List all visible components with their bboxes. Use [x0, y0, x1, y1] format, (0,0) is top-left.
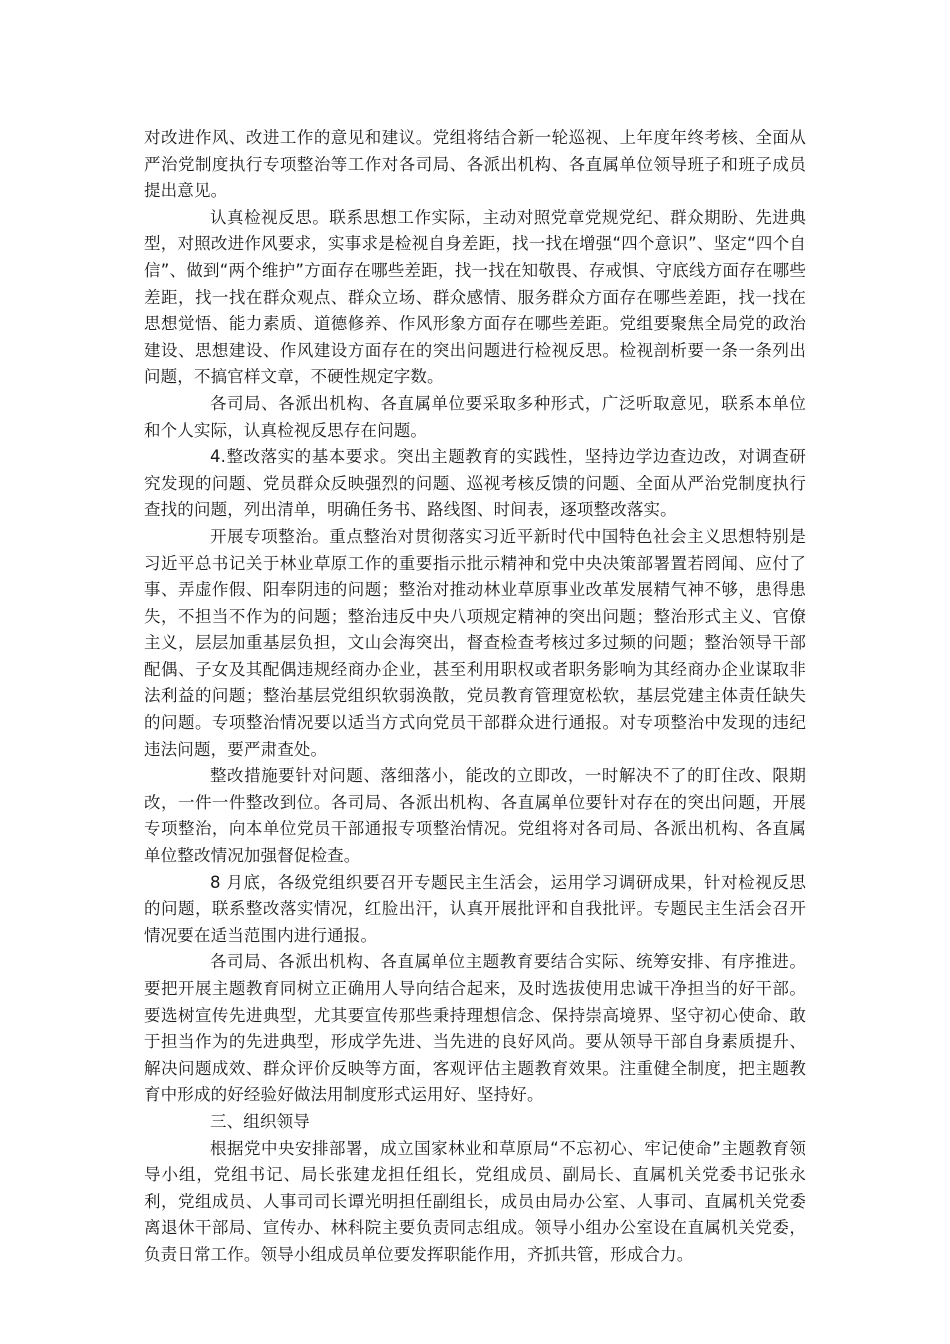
paragraph-rectification-requirements: 4.整改落实的基本要求。突出主题教育的实践性，坚持边学边查边改，对调查研究发现的问题、党员群众反映强烈的问题、巡视考核反馈的问题、全面从严治党制度执行查找的问题，列出清单，明确任务书、路线图、时间表，逐项整改落实。 [144, 447, 806, 520]
paragraph-special-rectification: 开展专项整治。重点整治对贯彻落实习近平新时代中国特色社会主义思想特别是习近平总书记关于林业草原工作的重要指示批示精神和党中央决策部署置若罔闻、应付了事、弄虚作假、阳奉阴违的问题；整治对推动林业草原事业改革发展精气神不够，患得患失，不担当不作为的问题；整治违反中央八项规定精神的突出问题；整治形式主义、官僚主义，层层加重基层负担，文山会海突出，督查检查考核过多过频的问题；整治领导干部配偶、子女及其配偶违规经商办企业，甚至利用职权或者职务影响为其经商办企业谋取非法利益的问题；整治基层党组织软弱涣散，党员教育管理宽松软，基层党建主体责任缺失的问题。专项整治情况要以适当方式向党员干部群众进行通报。对专项整治中发现的违纪违法问题，要严肃查处。 [144, 526, 806, 759]
paragraph-overall-arrangement: 各司局、各派出机构、各直属单位主题教育要结合实际、统筹安排、有序推进。要把开展主题教育同树立正确用人导向结合起来，及时选拔使用忠诚干净担当的好干部。要选树宣传先进典型，尤其要宣传那些秉持理想信念、保持崇高境界、坚守初心使命、敢于担当作为的先进典型，形成学先进、当先进的良好风尚。要从领导干部自身素质提升、解决问题成效、群众评价反映等方面，客观评估主题教育效果。注重健全制度，把主题教育中形成的好经验好做法用制度形式运用好、坚持好。 [144, 952, 806, 1105]
paragraph-self-review: 认真检视反思。联系思想工作实际，主动对照党章党规党纪、群众期盼、先进典型，对照改进作风要求，实事求是检视自身差距，找一找在增强“四个意识”、坚定“四个自信”、做到“两个维护”方面存在哪些差距，找一找在知敬畏、存戒惧、守底线方面存在哪些差距，找一找在群众观点、群众立场、群众感情、服务群众方面存在哪些差距，找一找在思想觉悟、能力素质、道德修养、作风形象方面存在哪些差距。党组要聚焦全局党的政治建设、思想建设、作风建设方面存在的突出问题进行检视反思。检视剖析要一条一条列出问题，不搞官样文章，不硬性规定字数。 [144, 207, 806, 387]
paragraph-leading-group: 根据党中央安排部署，成立国家林业和草原局“不忘初心、牢记使命”主题教育领导小组，党组书记、局长张建龙担任组长，党组成员、副局长、直属机关党委书记张永利，党组成员、人事司司长谭光明担任副组长，成员由局办公室、人事司、直属机关党委离退休干部局、宣传办、林科院主要负责同志组成。领导小组办公室设在直属机关党委，负责日常工作。领导小组成员单位要发挥职能作用，齐抓共管，形成合力。 [144, 1138, 806, 1264]
paragraph-units-review: 各司局、各派出机构、各直属单位要采取多种形式，广泛听取意见，联系本单位和个人实际，认真检视反思存在问题。 [144, 393, 806, 440]
section-heading-organization: 三、组织领导 [210, 1111, 310, 1131]
paragraph-democratic-life-meeting: 8 月底，各级党组织要召开专题民主生活会，运用学习调研成果，针对检视反思的问题，联系整改落实情况，红脸出汗，认真开展批评和自我批评。专题民主生活会召开情况要在适当范围内进行通报。 [144, 872, 806, 945]
document-page [144, 125, 806, 1269]
paragraph-continuation: 对改进作风、改进工作的意见和建议。党组将结合新一轮巡视、上年度年终考核、全面从严治党制度执行专项整治等工作对各司局、各派出机构、各直属单位领导班子和班子成员提出意见。 [144, 128, 806, 201]
paragraph-rectification-measures: 整改措施要针对问题、落细落小，能改的立即改，一时解决不了的盯住改、限期改，一件一件整改到位。各司局、各派出机构、各直属单位要针对存在的突出问题，开展专项整治，向本单位党员干部通报专项整治情况。党组将对各司局、各派出机构、各直属单位整改情况加强督促检查。 [144, 766, 806, 866]
